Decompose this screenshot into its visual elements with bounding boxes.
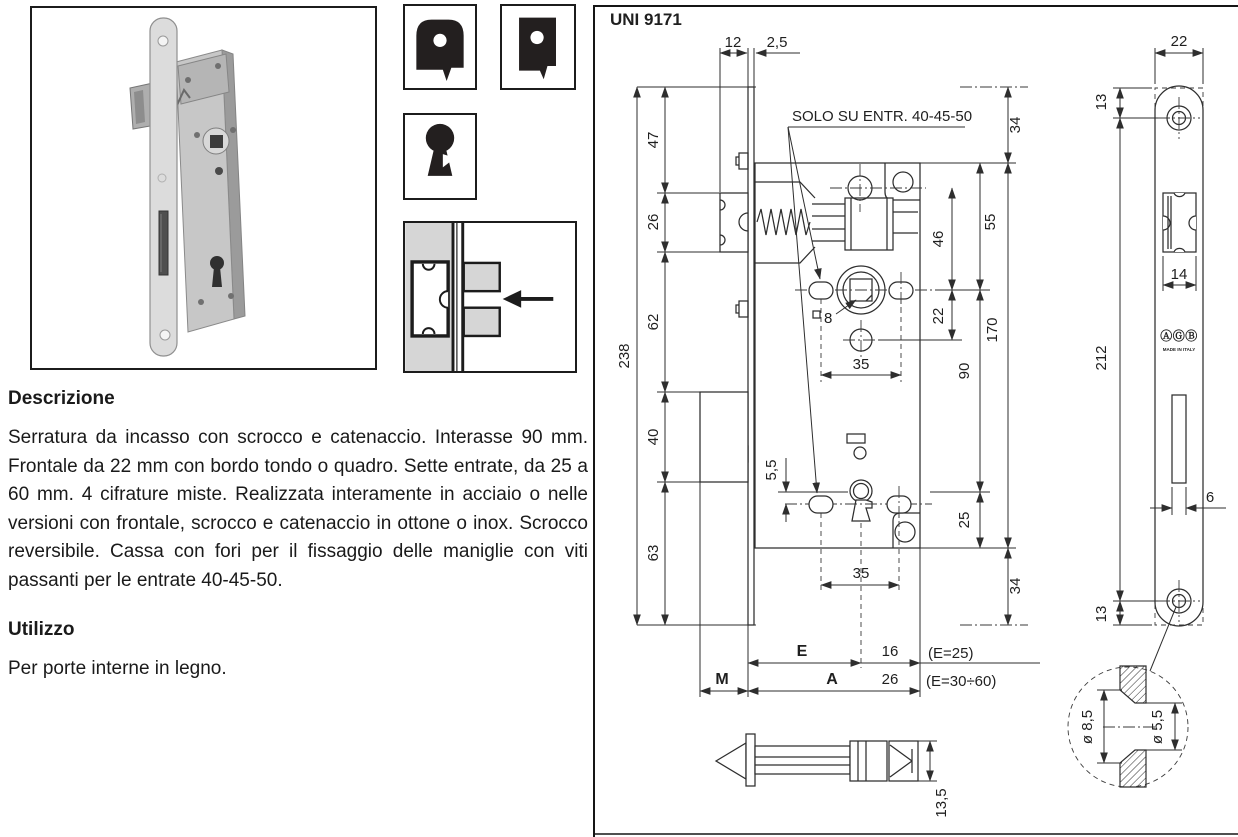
dim-M: M: [715, 671, 729, 688]
dim-13-bottom: 13: [1093, 605, 1110, 623]
dim-13-5: 13,5: [933, 788, 950, 818]
lock-case: [700, 87, 920, 625]
left-dimension-chain: [616, 87, 756, 625]
faceplate: [150, 18, 177, 356]
technical-drawing: [593, 0, 1238, 837]
usage-heading: Utilizzo: [8, 619, 75, 640]
dim-plate-13-bottom: [1093, 601, 1152, 625]
plate-bottom-screw: [1158, 580, 1200, 622]
dim-13-top: 13: [1093, 93, 1110, 111]
dim-E: E: [796, 643, 808, 660]
dim-plate-width: [1155, 33, 1203, 84]
description-heading: Descrizione: [8, 388, 115, 409]
description-body: Serratura da incasso con scrocco e catenaccio. Interasse 90 mm. Frontale da 22 mm con bordo tondo o quadro. Sette entrate, da 25 a 60 mm. 4 cifrature miste. Realizzata interamente in acciaio o nelle versioni con frontale, scrocco e catenaccio in ottone o inox. Scrocco reversibile. Cassa con fori per il fissaggio delle maniglie con viti passanti per le entrate 40-45-50.: [8, 427, 588, 591]
product-photo-frame: [30, 6, 377, 370]
brand-logo: ⒶⒼⒷ: [1160, 329, 1198, 343]
usage-body: Per porte interne in legno.: [8, 658, 227, 679]
dim-8: 8: [824, 310, 833, 327]
dim-47: 47: [645, 131, 662, 149]
screw-hole-bottom: [160, 330, 170, 340]
dim-plate-22: 22: [1170, 33, 1188, 50]
lock-case-lower: [464, 308, 500, 336]
dim-22-body: 22: [930, 307, 947, 325]
dim-63: 63: [645, 544, 662, 562]
dim-slot-6: [1150, 487, 1226, 515]
dim-spindle-height: [918, 741, 950, 818]
dim-front-thickness: [756, 34, 800, 53]
dim-34-top: 34: [1007, 116, 1024, 134]
dim-A: A: [826, 671, 838, 688]
dim-E25: (E=25): [928, 645, 974, 662]
icon-box-square-faceplate: [500, 4, 576, 90]
dim-plate-13-top: [1093, 88, 1158, 118]
dim-90: 90: [956, 362, 973, 380]
dim-5-5: 5,5: [763, 459, 780, 481]
standard-title: UNI 9171: [610, 10, 682, 29]
dim-34-bottom: 34: [1007, 577, 1024, 595]
dim-35-top: 35: [852, 356, 870, 373]
insert-arrow-icon: [503, 290, 554, 308]
made-in-italy-label: MADE IN ITALY: [1162, 347, 1196, 352]
dim-E3060: (E=30÷60): [926, 673, 997, 690]
icon-box-round-faceplate: [403, 4, 477, 90]
dim-plate-212: [1093, 118, 1158, 601]
latch-cutout: [1163, 193, 1196, 252]
dim-46: 46: [930, 230, 947, 248]
description-section: [8, 388, 588, 702]
handle-screw-slot-left: [809, 282, 833, 299]
lock-case-upper: [464, 263, 500, 291]
bolt-slot: [1172, 395, 1186, 483]
dim-inner-diameter: [1146, 703, 1182, 750]
dim-212: 212: [1093, 345, 1110, 371]
dim-35-bottom: 35: [852, 565, 870, 582]
lock-photo-illustration: [130, 18, 245, 356]
dim-2-5: 2,5: [766, 34, 788, 51]
note-text: SOLO SU ENTR. 40-45-50: [792, 108, 973, 125]
dim-dia-5-5: ø 5,5: [1149, 709, 1166, 745]
icon-box-installation: [403, 221, 577, 373]
dim-16: 16: [881, 643, 899, 660]
dim-12: 12: [724, 34, 742, 51]
follower-square-hole: [210, 135, 223, 148]
round-faceplate-icon: [405, 6, 475, 88]
dim-26: 26: [645, 213, 662, 231]
dim-238: 238: [616, 343, 633, 369]
deadbolt-side: [700, 392, 748, 482]
icon-box-key-type: [403, 113, 477, 200]
deadbolt-slot: [159, 211, 168, 275]
dim-dia-8-5: ø 8,5: [1079, 709, 1096, 745]
dim-outer-diameter: [1079, 690, 1122, 763]
faceplate-front-view: [1093, 33, 1226, 626]
dim-55: 55: [982, 213, 999, 231]
dim-40: 40: [645, 428, 662, 446]
dim-62: 62: [645, 313, 662, 331]
dim-latch-14: [1163, 256, 1196, 291]
handle-screw-slot-left-lower: [809, 496, 833, 513]
dim-26-case: 26: [881, 671, 899, 688]
dim-25: 25: [956, 511, 973, 529]
spindle-drawing: [716, 734, 950, 818]
countersink-detail: [1068, 607, 1188, 787]
dim-170: 170: [984, 317, 1001, 343]
screw-hole-top: [158, 36, 168, 46]
dim-14: 14: [1170, 266, 1188, 283]
installation-diagram-icon: [405, 223, 575, 371]
patent-key-keyhole-icon: [405, 115, 475, 198]
dim-6: 6: [1205, 489, 1215, 506]
plate-top-screw: [1158, 97, 1200, 139]
square-faceplate-icon: [502, 6, 574, 88]
product-photo-lock: [32, 8, 375, 368]
